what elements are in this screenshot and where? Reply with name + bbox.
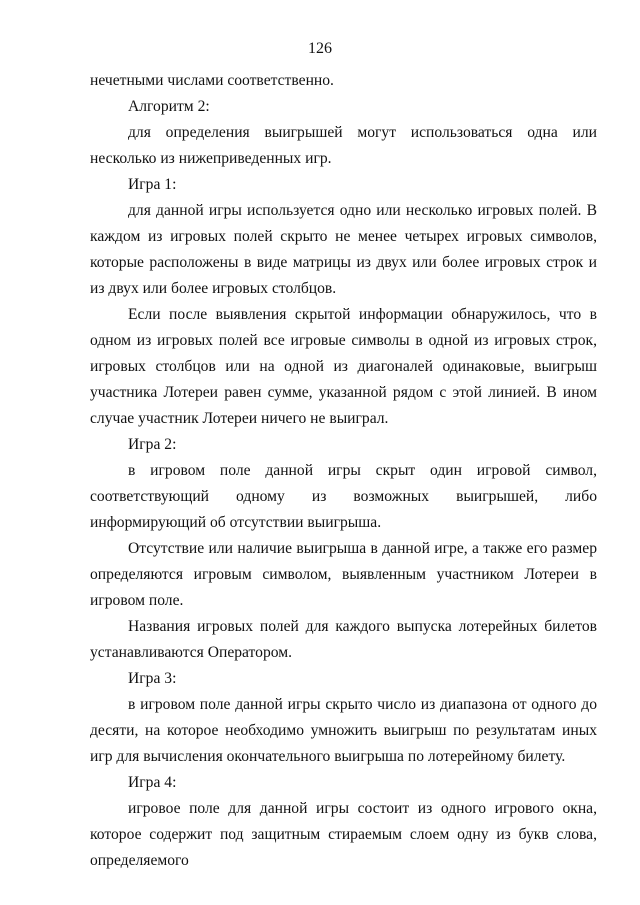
- paragraph-game-2-description: в игровом поле данной игры скрыт один игровой символ, соответствующий одному из возможных выигрышей, либо информирующий об отсутствии выигрыша.: [90, 462, 597, 531]
- page-number: 126: [308, 40, 332, 57]
- document-body: [90, 68, 597, 874]
- heading-game-3: Игра 3:: [128, 670, 177, 687]
- heading-game-2: Игра 2:: [128, 436, 177, 453]
- paragraph-algorithm-2: для определения выигрышей могут использоваться одна или несколько из нижеприведенных игр.: [90, 124, 597, 167]
- heading-algorithm-2: Алгоритм 2:: [128, 98, 210, 115]
- heading-game-4: Игра 4:: [128, 774, 177, 791]
- paragraph-game-1-rules: Если после выявления скрытой информации обнаружилось, что в одном из игровых полей все игровые символы в одной из игровых строк, игровых столбцов или на одной из диагоналей одинаковые, выигрыш участника Лотереи равен сумме, указанной рядом с этой линией. В ином случае участник Лотереи ничего не выиграл.: [90, 306, 597, 427]
- paragraph-game-4-description: игровое поле для данной игры состоит из одного игрового окна, которое содержит под защитным стираемым слоем одну из букв слова, определяемого: [90, 800, 597, 869]
- paragraph-continuation: нечетными числами соответственно.: [90, 72, 334, 89]
- paragraph-game-3-description: в игровом поле данной игры скрыто число из диапазона от одного до десяти, на которое необходимо умножить выигрыш по результатам иных игр для вычисления окончательного выигрыша по лотерейному билету.: [90, 696, 597, 765]
- paragraph-game-2-field-names: Названия игровых полей для каждого выпуска лотерейных билетов устанавливаются Оператором.: [90, 618, 597, 661]
- paragraph-game-2-result: Отсутствие или наличие выигрыша в данной игре, а также его размер определяются игровым символом, выявленным участником Лотереи в игровом поле.: [90, 540, 597, 609]
- paragraph-game-1-description: для данной игры используется одно или несколько игровых полей. В каждом из игровых полей скрыто не менее четырех игровых символов, которые расположены в виде матрицы из двух или более игровых строк и из двух или более игровых столбцов.: [90, 202, 597, 297]
- heading-game-1: Игра 1:: [128, 176, 177, 193]
